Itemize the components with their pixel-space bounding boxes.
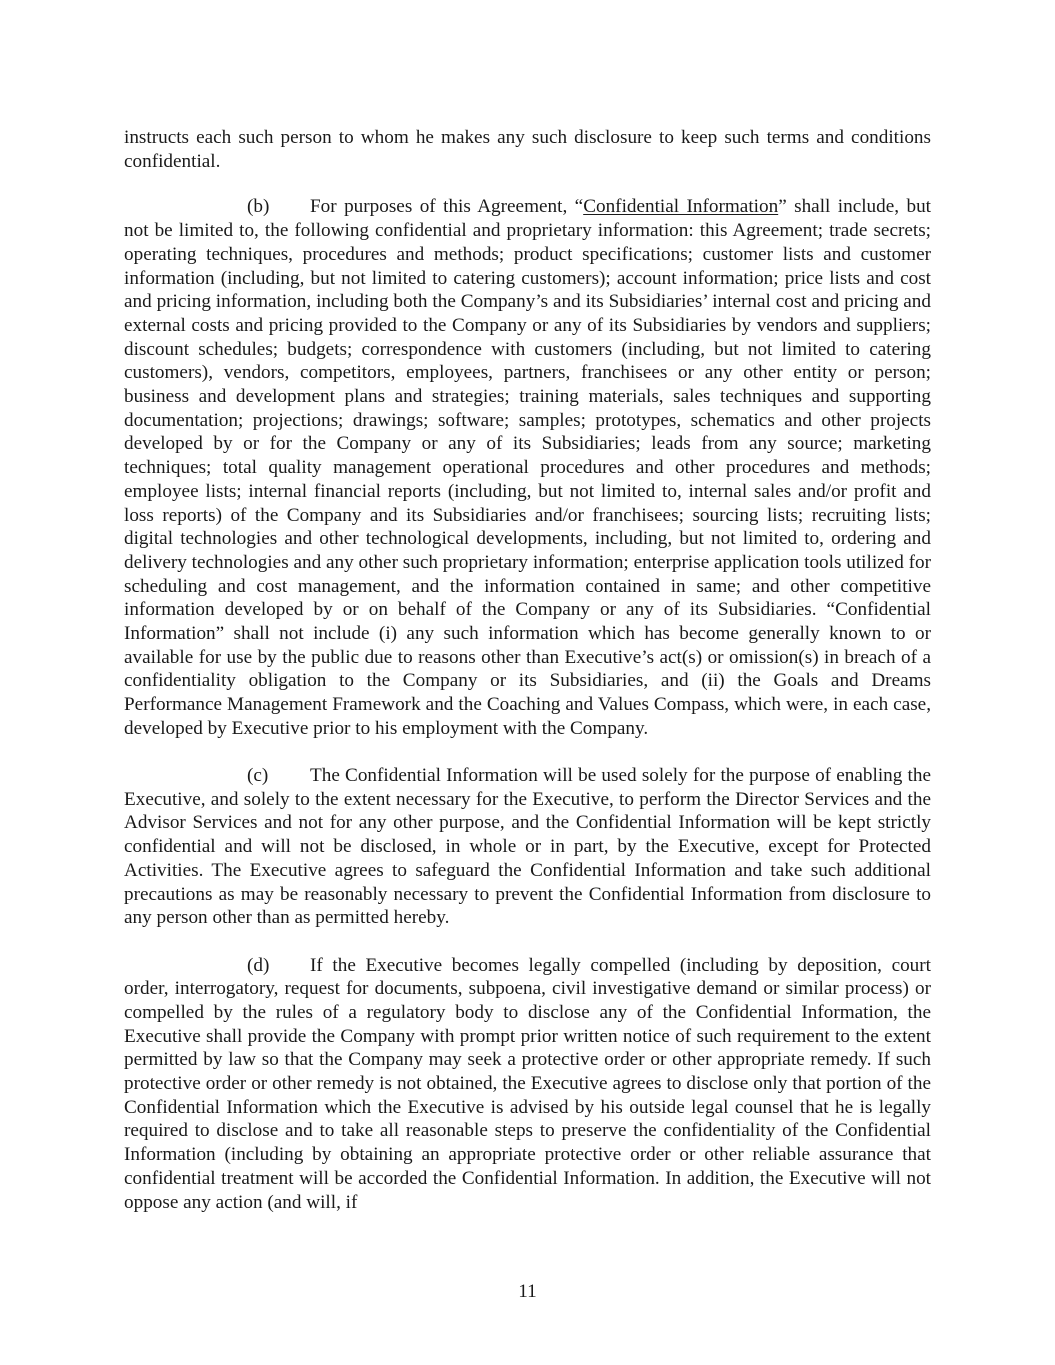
paragraph-c (124, 764, 931, 930)
paragraph-label: (b) (247, 196, 270, 218)
paragraph-b (124, 195, 931, 740)
paragraph-label: (d) (247, 954, 270, 976)
paragraph-text: The Confidential Information will be used solely for the purpose of enabling the Executive, and solely to the extent necessary for the Executive, to perform the Director Services and the Advisor Services and not for any other purpose, and the Confidential Information will be kept strictly confidential and will not be disclosed, in whole or in part, by the Executive, except for Protected Activities. The Executive agrees to safeguard the Confidential Information and take such additional precautions as may be reasonably necessary to prevent the Confidential Information from disclosure to any person other than as permitted hereby. (124, 765, 931, 929)
paragraph-continuation (124, 126, 931, 173)
defined-term: Confidential Information (583, 196, 779, 218)
paragraph-text-before: For purposes of this Agreement, “ (310, 196, 584, 218)
document-body (124, 126, 931, 1238)
paragraph-text: instructs each such person to whom he makes any such disclosure to keep such terms and conditions confidential. (124, 127, 931, 172)
paragraph-d (124, 954, 931, 1215)
page-number: 11 (518, 1281, 537, 1302)
paragraph-text-after: ” shall include, but not be limited to, the following confidential and proprietary information: this Agreement; trade secrets; operating techniques, procedures and methods; product specifications; customer lists and customer information (including, but not limited to catering customers); account information; price lists and cost and pricing information, including both the Company’s and its Subsidiaries’ internal cost and pricing and external costs and pricing provided to the Company or any of its Subsidiaries by vendors and suppliers; discount schedules; budgets; correspondence with customers (including, but not limited to catering customers), vendors, competitors, employees, partners, franchisees or any other entity or person; business and development plans and strategies; training materials, sales techniques and supporting documentation; projections; drawings; software; samples; prototypes, schematics and other projects developed by or for the Company or any of its Subsidiaries; leads from any source; marketing techniques; total quality management operational procedures and other procedures and methods; employee lists; internal financial reports (including, but not limited to, internal sales and/or profit and loss reports) of the Company and its Subsidiaries and/or franchisees; sourcing lists; recruiting lists; digital technologies and other technological developments, including, but not limited to, ordering and delivery technologies and any other such proprietary information; enterprise application tools utilized for scheduling and cost management, and the information contained in same; and other competitive information developed by or on behalf of the Company or any of its Subsidiaries. “Confidential Information” shall not include (i) any such information which has become generally known to or available for use by the public due to reasons other than Executive’s act(s) or omission(s) in breach of a confidentiality obligation to the Company or its Subsidiaries, and (ii) the Goals and Dreams Performance Management Framework and the Coaching and Values Compass, which were, in each case, developed by Executive prior to his employment with the Company. (124, 196, 931, 739)
paragraph-text: If the Executive becomes legally compelled (including by deposition, court order, interrogatory, request for documents, subpoena, civil investigative demand or similar process) or compelled by the rules of a regulatory body to disclose any of the Confidential Information, the Executive shall provide the Company with prompt prior written notice of such requirement to the extent permitted by law so that the Company may seek a protective order or other appropriate remedy. If such protective order or other remedy is not obtained, the Executive agrees to disclose only that portion of the Confidential Information which the Executive is advised by his outside legal counsel that he is legally required to disclose and to take all reasonable steps to preserve the confidentiality of the Confidential Information (including by obtaining an appropriate protective order or other reliable assurance that confidential treatment will be accorded the Confidential Information. In addition, the Executive will not oppose any action (and will, if (124, 954, 931, 1213)
paragraph-label: (c) (247, 765, 269, 787)
